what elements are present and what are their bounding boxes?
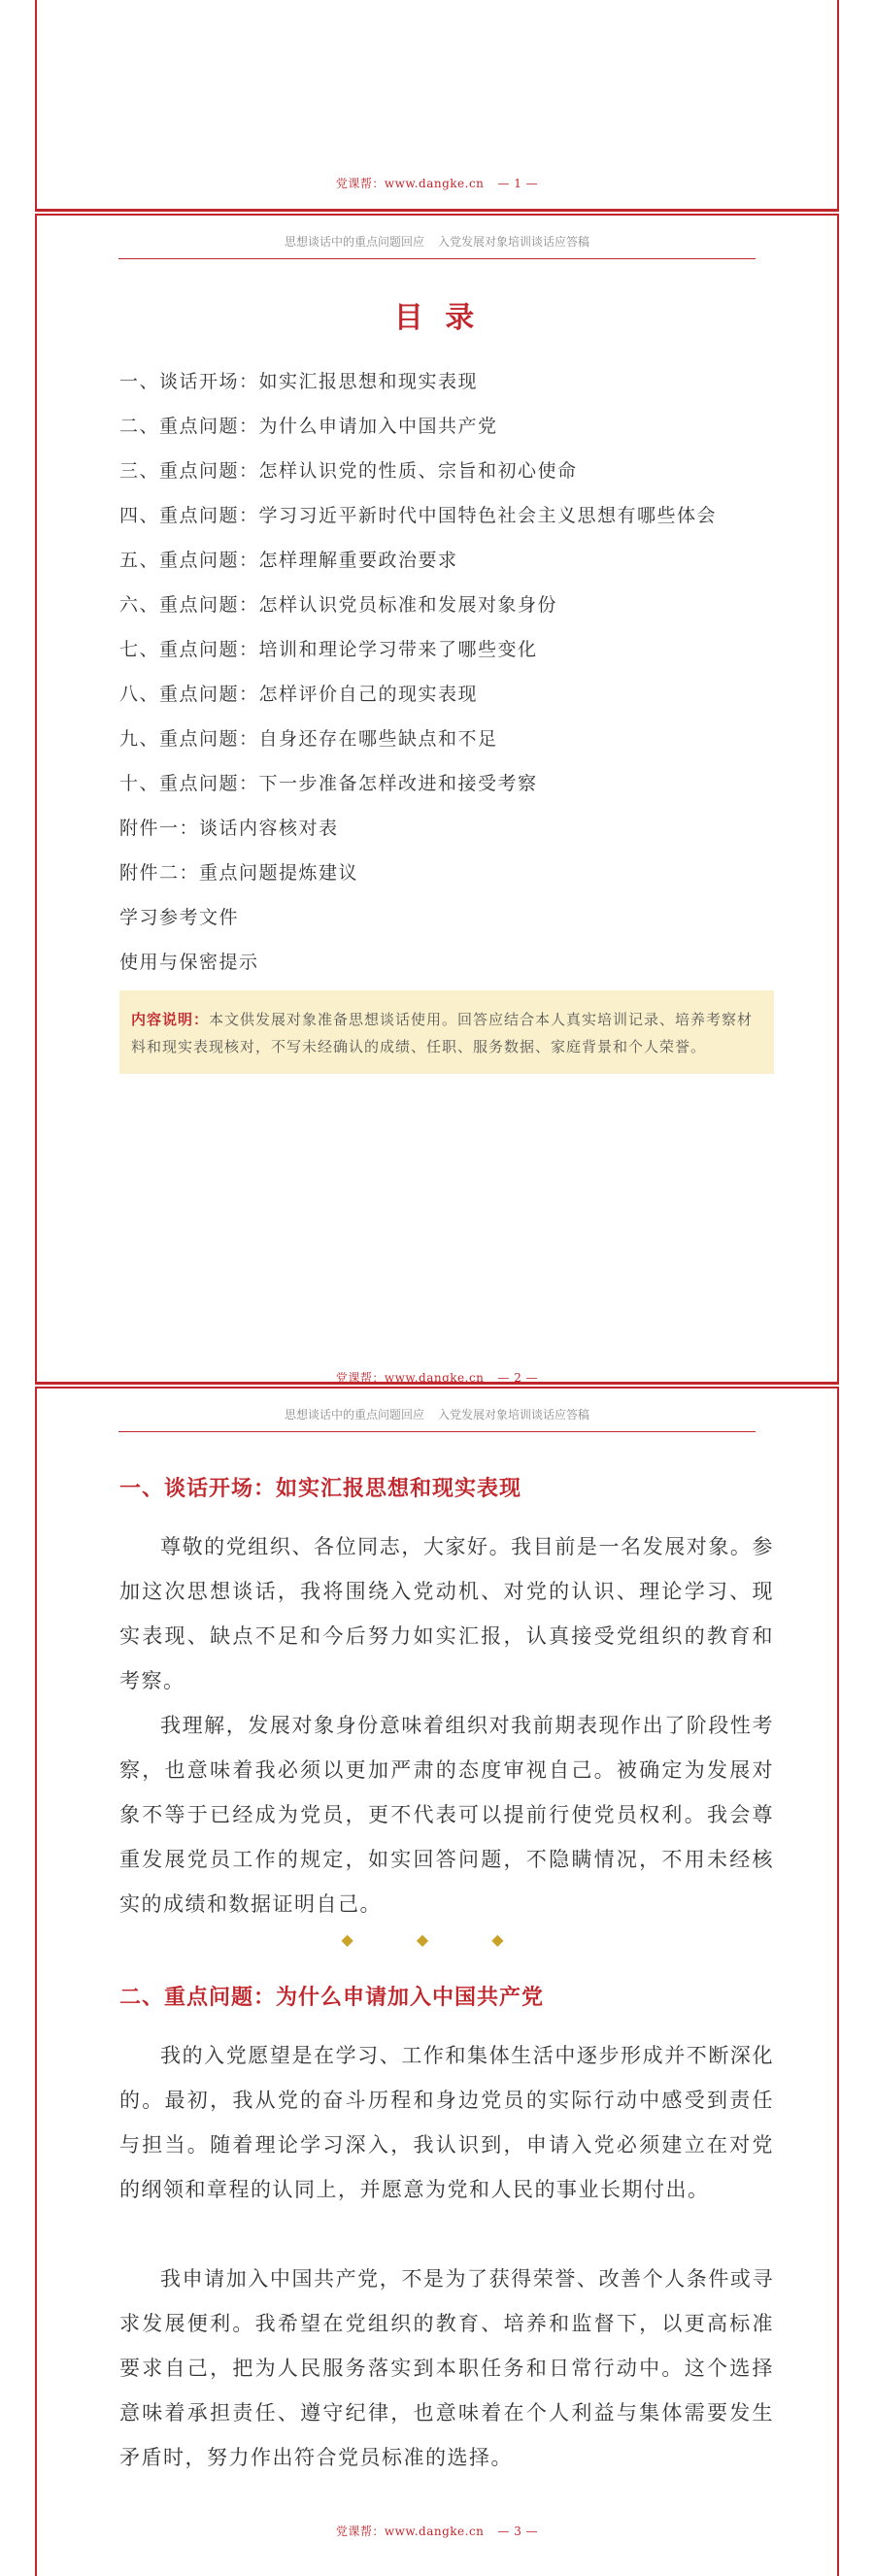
footer-site[interactable]: 党课帮：www.dangke.cn xyxy=(335,1371,485,1385)
footer-site[interactable]: 党课帮：www.dangke.cn xyxy=(335,2525,485,2538)
body-paragraph: 尊敬的党组织、各位同志，大家好。我目前是一名发展对象。参加这次思想谈话，我将围绕入党动机、对党的认识、理论学习、现实表现、缺点不足和今后努力如实汇报，认真接受党组织的教育和考察。 xyxy=(119,1535,774,1692)
toc-item[interactable]: 三、重点问题：怎样认识党的性质、宗旨和初心使命 xyxy=(119,460,578,482)
page-footer xyxy=(37,175,837,191)
page-2 xyxy=(35,214,839,1385)
body-paragraph: 我申请加入中国共产党，不是为了获得荣誉、改善个人条件或寻求发展便利。我希望在党组织的教育、培养和监督下，以更高标准要求自己，把为人民服务落实到本职任务和日常行动中。这个选择意味着承担责任、遵守纪律，也意味着在个人利益与集体需要发生矛盾时，努力作出符合党员标准的选择。 xyxy=(119,2267,774,2469)
footer-site[interactable]: 党课帮：www.dangke.cn xyxy=(335,177,485,190)
content-note-box xyxy=(119,990,774,1074)
toc-item[interactable]: 六、重点问题：怎样认识党员标准和发展对象身份 xyxy=(119,594,558,616)
header-left-text: 思想谈话中的重点问题回应 xyxy=(284,1408,424,1422)
toc-item[interactable]: 五、重点问题：怎样理解重要政治要求 xyxy=(119,550,458,571)
toc-item[interactable]: 七、重点问题：培训和理论学习带来了哪些变化 xyxy=(119,639,538,660)
footer-page-number: — 1 — xyxy=(497,177,539,190)
toc-item[interactable]: 附件一：谈话内容核对表 xyxy=(119,818,339,839)
toc-item[interactable]: 十、重点问题：下一步准备怎样改进和接受考察 xyxy=(119,773,538,794)
section-heading: 一、谈话开场：如实汇报思想和现实表现 xyxy=(119,1477,522,1501)
note-label: 内容说明： xyxy=(131,1011,210,1028)
toc-list xyxy=(119,359,717,985)
toc-item[interactable]: 一、谈话开场：如实汇报思想和现实表现 xyxy=(119,371,479,392)
section-heading: 二、重点问题：为什么申请加入中国共产党 xyxy=(119,1986,545,2010)
footer-page-number: — 3 — xyxy=(497,2525,539,2538)
page-3 xyxy=(35,1387,839,2576)
body-paragraph: 我的入党愿望是在学习、工作和集体生活中逐步形成并不断深化的。最初，我从党的奋斗历程和身边党员的实际行动中感受到责任与担当。随着理论学习深入，我认识到，申请入党必须建立在对党的纲领和章程的认同上，并愿意为党和人民的事业长期付出。 xyxy=(119,2044,774,2201)
page-footer xyxy=(37,2523,837,2539)
page-1 xyxy=(35,0,839,212)
toc-item[interactable]: 四、重点问题：学习习近平新时代中国特色社会主义思想有哪些体会 xyxy=(119,505,718,526)
toc-item[interactable]: 附件二：重点问题提炼建议 xyxy=(119,862,359,884)
note-text: 本文供发展对象准备思想谈话使用。回答应结合本人真实培训记录、培养考察材料和现实表现核对，不写未经确认的成绩、任职、服务数据、家庭背景和个人荣誉。 xyxy=(131,1011,754,1055)
toc-item[interactable]: 九、重点问题：自身还存在哪些缺点和不足 xyxy=(119,728,498,750)
toc-item[interactable]: 二、重点问题：为什么申请加入中国共产党 xyxy=(119,416,498,437)
header-right-text: 入党发展对象培训谈话应答稿 xyxy=(438,235,590,249)
page-footer xyxy=(37,1369,837,1386)
footer-page-number: — 2 — xyxy=(497,1371,539,1385)
body-paragraph: 我理解，发展对象身份意味着组织对我前期表现作出了阶段性考察，也意味着我必须以更加严肃的态度审视自己。被确定为发展对象不等于已经成为党员，更不代表可以提前行使党员权利。我会尊重发展党员工作的规定，如实回答问题，不隐瞒情况，不用未经核实的成绩和数据证明自己。 xyxy=(119,1714,774,1916)
header-left-text: 思想谈话中的重点问题回应 xyxy=(284,235,424,249)
page-header xyxy=(118,233,756,259)
page-header xyxy=(118,1406,756,1432)
section-divider: ◆ ◆ ◆ xyxy=(341,1930,533,1949)
toc-item[interactable]: 学习参考文件 xyxy=(119,907,240,928)
toc-item[interactable]: 使用与保密提示 xyxy=(119,952,259,973)
toc-title: 目 录 xyxy=(393,301,481,335)
header-right-text: 入党发展对象培训谈话应答稿 xyxy=(438,1408,590,1422)
toc-item[interactable]: 八、重点问题：怎样评价自己的现实表现 xyxy=(119,684,479,705)
